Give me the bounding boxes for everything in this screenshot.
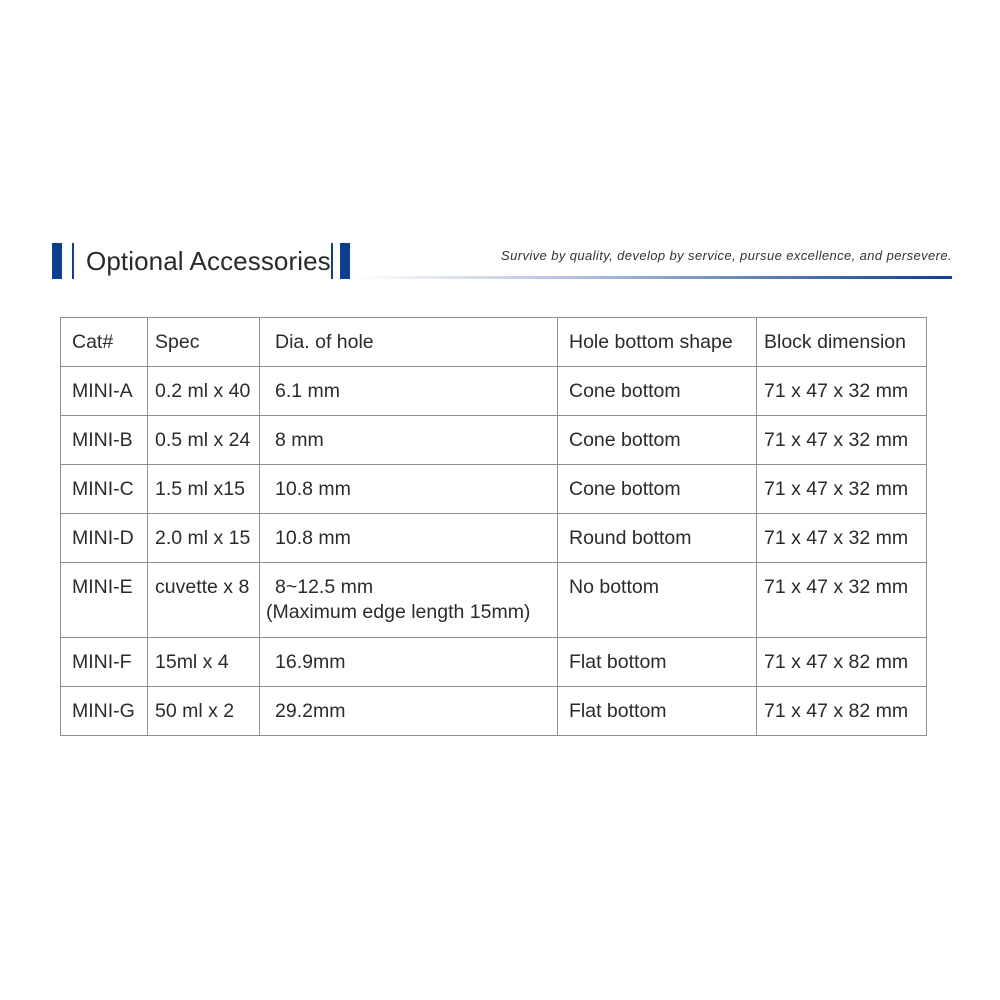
cell-spec: 1.5 ml x15 [148, 465, 260, 514]
cell-cat: MINI-B [61, 416, 148, 465]
cell-shape: Flat bottom [558, 687, 757, 736]
column-header-dia-label: Dia. of hole [275, 331, 374, 353]
accessories-table [60, 317, 927, 736]
section-title: Optional Accessories [86, 246, 331, 276]
cell-dimension: 71 x 47 x 32 mm [757, 465, 927, 514]
cell-spec: 0.5 ml x 24 [148, 416, 260, 465]
cell-dimension: 71 x 47 x 32 mm [757, 416, 927, 465]
column-header-shape: Hole bottom shape [558, 318, 757, 367]
cell-dia [260, 563, 558, 638]
cell-cat: MINI-E [61, 563, 148, 638]
column-header-spec: Spec [148, 318, 260, 367]
cell-dia-value: 10.8 mm [275, 478, 351, 500]
cell-dia [260, 367, 558, 416]
cell-cat: MINI-C [61, 465, 148, 514]
cell-dia [260, 514, 558, 563]
cell-shape: Cone bottom [558, 465, 757, 514]
cell-dimension: 71 x 47 x 32 mm [757, 514, 927, 563]
cell-dimension: 71 x 47 x 82 mm [757, 687, 927, 736]
cell-cat: MINI-D [61, 514, 148, 563]
cell-shape: Cone bottom [558, 367, 757, 416]
cell-dia [260, 687, 558, 736]
cell-dia-value: 16.9mm [275, 651, 346, 673]
cell-dia-note: (Maximum edge length 15mm) [266, 601, 531, 623]
cell-spec: 0.2 ml x 40 [148, 367, 260, 416]
cell-spec: 2.0 ml x 15 [148, 514, 260, 563]
header-underline [352, 276, 952, 279]
cell-cat: MINI-F [61, 638, 148, 687]
cell-dia-value: 8 mm [275, 429, 324, 451]
table-row [61, 514, 927, 563]
cell-shape: No bottom [558, 563, 757, 638]
cell-dia-value: 29.2mm [275, 700, 346, 722]
cell-dia-value: 6.1 mm [275, 380, 341, 402]
table-row [61, 563, 927, 638]
cell-shape: Cone bottom [558, 416, 757, 465]
table-row [61, 687, 927, 736]
company-slogan: Survive by quality, develop by service, pursue excellence, and persevere. [501, 248, 952, 263]
table-header-row [61, 318, 927, 367]
table-row [61, 638, 927, 687]
cell-dimension: 71 x 47 x 32 mm [757, 367, 927, 416]
cell-dia [260, 465, 558, 514]
cell-shape: Round bottom [558, 514, 757, 563]
table-row [61, 416, 927, 465]
cell-dimension: 71 x 47 x 82 mm [757, 638, 927, 687]
table-row [61, 367, 927, 416]
cell-spec: 50 ml x 2 [148, 687, 260, 736]
table-row [61, 465, 927, 514]
column-header-dimension: Block dimension [757, 318, 927, 367]
header-left-accent-bar [52, 243, 62, 279]
header-right-thin-bar [331, 243, 333, 279]
cell-cat: MINI-G [61, 687, 148, 736]
cell-dimension: 71 x 47 x 32 mm [757, 563, 927, 638]
column-header-dia [260, 318, 558, 367]
cell-spec: cuvette x 8 [148, 563, 260, 638]
header-right-accent-bar [340, 243, 350, 279]
section-header [52, 240, 952, 282]
column-header-cat: Cat# [61, 318, 148, 367]
cell-spec: 15ml x 4 [148, 638, 260, 687]
header-left-thin-bar [72, 243, 74, 279]
cell-shape: Flat bottom [558, 638, 757, 687]
cell-cat: MINI-A [61, 367, 148, 416]
cell-dia [260, 638, 558, 687]
cell-dia-value: 10.8 mm [275, 527, 351, 549]
cell-dia-value: 8~12.5 mm [275, 576, 374, 598]
cell-dia [260, 416, 558, 465]
